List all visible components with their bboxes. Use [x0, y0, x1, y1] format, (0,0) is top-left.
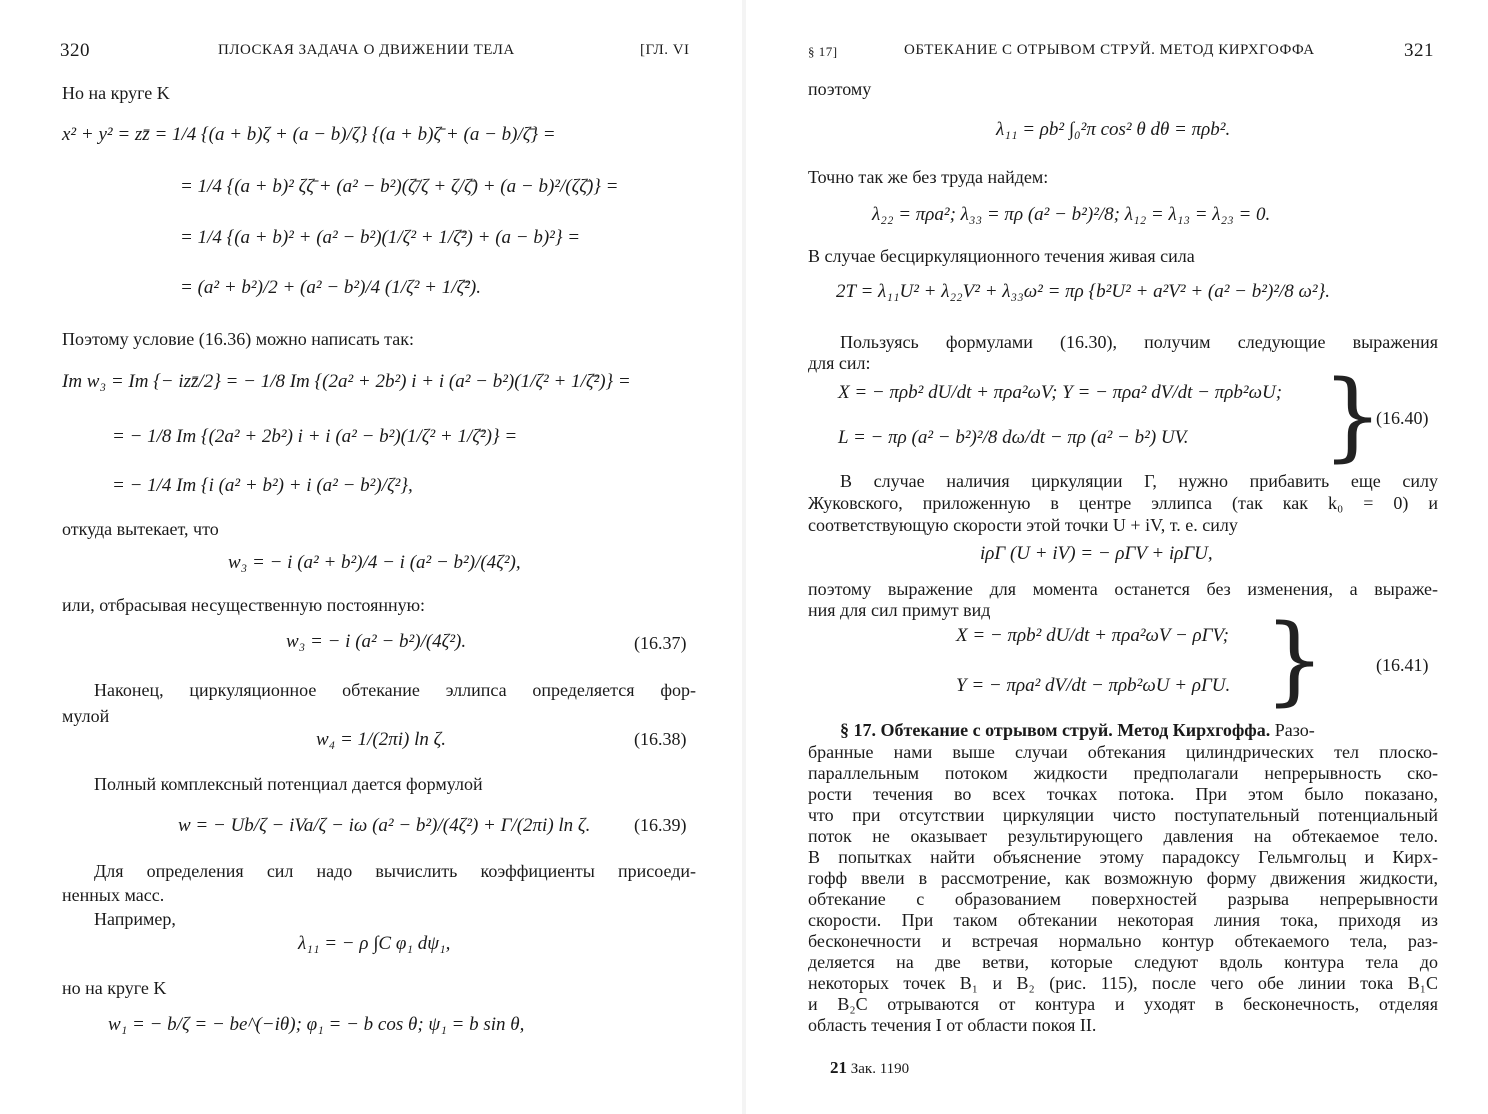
- formula-line: w = − Ub/ζ − iVa/ζ − iω (a² − b²)/(4ζ²) + Γ/(2πi) ln ζ.: [178, 815, 591, 836]
- formula-line: L = − πρ (a² − b²)²/8 dω/dt − πρ (a² − b²) UV.: [838, 427, 1189, 448]
- formula-line: w₄ = 1/(2πi) ln ζ.: [316, 729, 447, 750]
- text-line: обтекание с образованием поверхностей разрыва непрерывности: [808, 889, 1438, 909]
- text-line: Жуковского, приложенную в центре эллипса (так как k₀ = 0) и: [808, 493, 1438, 513]
- text-line: Для определения сил надо вычислить коэффициенты присоеди-: [94, 861, 696, 881]
- equation-number: (16.41): [1376, 655, 1429, 675]
- formula-line: λ₂₂ = πρa²; λ₃₃ = πρ (a² − b²)²/8; λ₁₂ = λ₁₃ = λ₂₃ = 0.: [872, 204, 1271, 225]
- text-line: Но на круге K: [62, 83, 170, 103]
- formula-line: Y = − πρa² dV/dt − πρb²ωU + ρΓU.: [956, 675, 1231, 696]
- text-line: область течения I от области покоя II.: [808, 1015, 1097, 1035]
- text-line: бесконечности и встречая нормально контур обтекаемого тела, раз-: [808, 931, 1438, 951]
- chapter-label: [ГЛ. VI: [640, 42, 690, 58]
- formula-line: w₃ = − i (a² − b²)/(4ζ²).: [286, 631, 467, 652]
- text-line: Например,: [94, 909, 176, 929]
- running-title: ОБТЕКАНИЕ С ОТРЫВОМ СТРУЙ. МЕТОД КИРХГОФФА: [904, 42, 1315, 58]
- right-brace-icon: }: [1264, 604, 1326, 716]
- text-line: Точно так же без труда найдем:: [808, 167, 1049, 187]
- text-line: В случае бесциркуляционного течения живая сила: [808, 246, 1195, 266]
- signature-text: Зак. 1190: [850, 1061, 910, 1077]
- equation-number: (16.38): [634, 729, 687, 749]
- text-line: Поэтому условие (16.36) можно написать так:: [62, 329, 414, 349]
- formula-line: = 1/4 {(a + b)² + (a² − b²)(1/ζ² + 1/ζ̄²) + (a − b)²} =: [180, 227, 581, 248]
- page-number: 321: [1404, 40, 1434, 61]
- text-line: для сил:: [808, 353, 871, 373]
- text-line: поэтому: [808, 79, 872, 99]
- formula-line: Im w₃ = Im {− izz̄/2} = − 1/8 Im {(2a² + 2b²) i + i (a² − b²)(1/ζ² + 1/ζ̄²)} =: [62, 371, 631, 392]
- formula-line: w₁ = − b/ζ = − be^(−iθ); φ₁ = − b cos θ; ψ₁ = b sin θ,: [108, 1014, 525, 1035]
- formula-line: = (a² + b²)/2 + (a² − b²)/4 (1/ζ² + 1/ζ̄²).: [180, 277, 481, 298]
- signature-number: 21: [830, 1058, 847, 1077]
- text-line: что при отсутствии циркуляции чисто поступательный потенциальный: [808, 805, 1438, 825]
- text-line: откуда вытекает, что: [62, 519, 219, 539]
- text-line: поэтому выражение для момента останется без изменения, а выраже-: [808, 579, 1438, 599]
- text-line: параллельным потоком жидкости предполагали непрерывность ско-: [808, 763, 1438, 783]
- right-brace-icon: }: [1322, 360, 1384, 472]
- text-line: и B₂C отрываются от контура и уходят в бесконечность, отделяя: [808, 994, 1438, 1014]
- section-label: § 17]: [808, 44, 838, 59]
- formula-line: X = − πρb² dU/dt + πρa²ωV − ρΓV;: [956, 625, 1229, 646]
- text-line: Пользуясь формулами (16.30), получим следующие выражения: [840, 332, 1438, 352]
- equation-number: (16.39): [634, 815, 687, 835]
- running-title: ПЛОСКАЯ ЗАДАЧА О ДВИЖЕНИИ ТЕЛА: [218, 42, 515, 58]
- text-line: В попытках найти объяснение этому парадоксу Гельмгольц и Кирх-: [808, 847, 1438, 867]
- formula-line: = − 1/4 Im {i (a² + b²) + i (a² − b²)/ζ²},: [112, 475, 413, 496]
- formula-line: = 1/4 {(a + b)² ζζ̄ + (a² − b²)(ζ̄/ζ + ζ/ζ̄) + (a − b)²/(ζζ̄)} =: [180, 176, 619, 197]
- text-line: Разо-: [1274, 720, 1315, 740]
- text-line: скорости. При таком обтекании некоторая линия тока, приходя из: [808, 910, 1438, 930]
- text-line: соответствующую скорости этой точки U + iV, т. е. силу: [808, 515, 1238, 535]
- text-line: Полный комплексный потенциал дается формулой: [94, 774, 483, 794]
- text-line: бранные нами выше случаи обтекания цилиндрических тел плоско-: [808, 742, 1438, 762]
- equation-number: (16.37): [634, 633, 687, 653]
- text-line: ния для сил примут вид: [808, 600, 991, 620]
- formula-line: = − 1/8 Im {(2a² + 2b²) i + i (a² − b²)(1/ζ² + 1/ζ̄²)} =: [112, 426, 518, 447]
- formula-line: iρΓ (U + iV) = − ρΓV + iρΓU,: [980, 543, 1213, 564]
- text-line: но на круге K: [62, 978, 167, 998]
- text-line: некоторых точек B₁ и B₂ (рис. 115), после чего обе линии тока B₁C: [808, 973, 1438, 993]
- equation-number: (16.40): [1376, 408, 1429, 428]
- text-line: гофф ввели в рассмотрение, как возможную форму движения жидкости,: [808, 868, 1438, 888]
- signature-mark: [830, 1058, 909, 1078]
- section-heading-line: [840, 719, 1438, 741]
- section-heading: § 17. Обтекание с отрывом струй. Метод Кирхгоффа.: [840, 720, 1271, 740]
- formula-line: 2T = λ₁₁U² + λ₂₂V² + λ₃₃ω² = πρ {b²U² + a²V² + (a² − b²)²/8 ω²}.: [836, 281, 1330, 302]
- text-line: ненных масс.: [62, 885, 165, 905]
- formula-line: x² + y² = zz̄ = 1/4 {(a + b)ζ + (a − b)/ζ} {(a + b)ζ̄ + (a − b)/ζ̄} =: [62, 124, 556, 145]
- right-page: [744, 0, 1488, 1114]
- text-line: мулой: [62, 706, 110, 726]
- text-line: рости течения во всех точках потока. При этом было показано,: [808, 784, 1438, 804]
- text-line: В случае наличия циркуляции Γ, нужно прибавить еще силу: [840, 471, 1438, 491]
- formula-line: λ₁₁ = − ρ ∫C φ₁ dψ₁,: [298, 933, 451, 954]
- formula-line: λ₁₁ = ρb² ∫₀²π cos² θ dθ = πρb².: [996, 119, 1231, 140]
- text-line: Наконец, циркуляционное обтекание эллипса определяется фор-: [94, 680, 696, 700]
- formula-line: X = − πρb² dU/dt + πρa²ωV; Y = − πρa² dV/dt − πρb²ωU;: [838, 382, 1283, 403]
- text-line: поток не оказывает результирующего давления на обтекаемое тело.: [808, 826, 1438, 846]
- page-number: 320: [60, 40, 90, 61]
- formula-line: w₃ = − i (a² + b²)/4 − i (a² − b²)/(4ζ²),: [228, 552, 521, 573]
- text-line: или, отбрасывая несущественную постоянную:: [62, 595, 426, 615]
- text-line: деляется на две ветви, которые следуют вдоль контура тела до: [808, 952, 1438, 972]
